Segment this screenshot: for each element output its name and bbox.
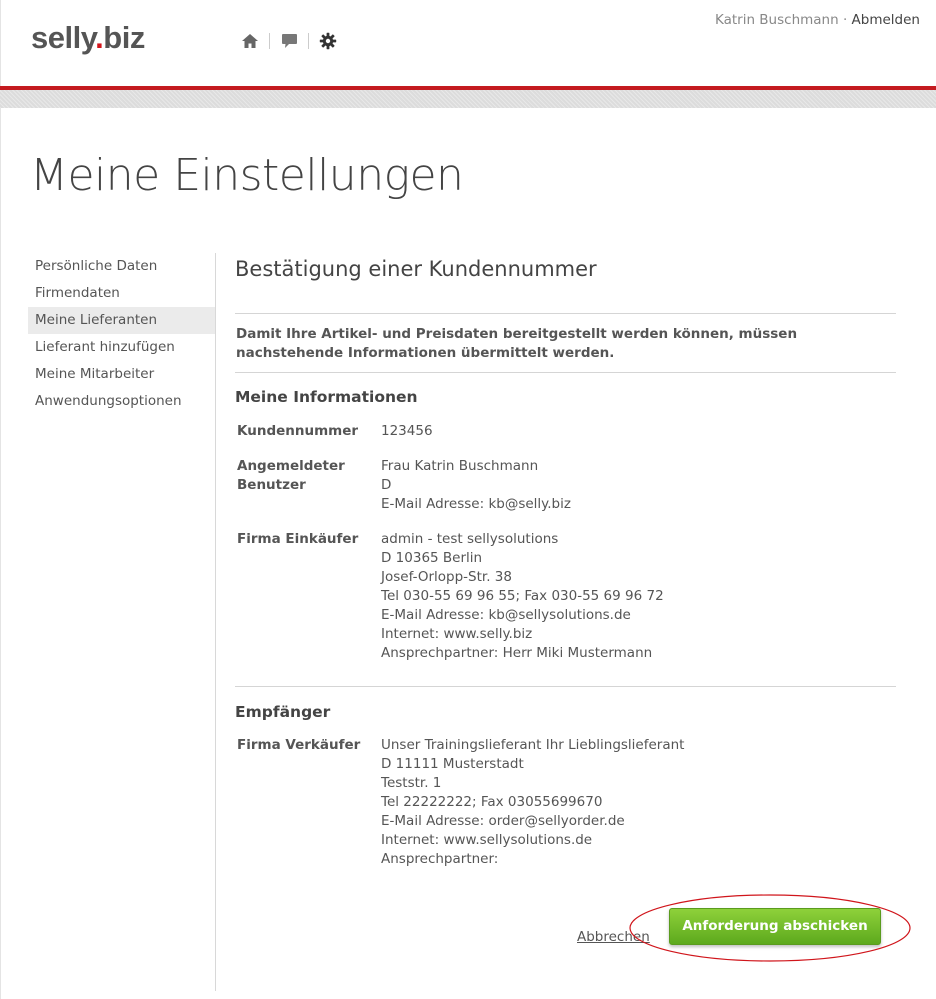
customer-number-label: Kundennummer <box>237 423 359 439</box>
value-line: Ansprechpartner: <box>381 851 499 867</box>
seller-company-label: Firma Verkäufer <box>237 737 361 753</box>
buyer-company-value <box>381 530 664 663</box>
page-frame-border <box>0 108 1 999</box>
value-line: D 10365 Berlin <box>381 550 483 566</box>
page-title: Meine Einstellungen <box>30 150 464 201</box>
buyer-company-label: Firma Einkäufer <box>237 531 359 547</box>
header-stripe <box>0 90 936 108</box>
sidebar-item-lieferant-hinzufuegen[interactable]: Lieferant hinzufügen <box>35 339 175 355</box>
chat-icon[interactable] <box>278 30 300 52</box>
settings-sidebar <box>28 253 215 415</box>
logo-text-main: selly <box>31 20 96 55</box>
top-nav <box>239 30 339 52</box>
section-title: Bestätigung einer Kundennummer <box>235 257 597 281</box>
logged-in-user-value <box>381 457 571 514</box>
value-line: D <box>381 477 392 493</box>
value-line: admin - test sellysolutions <box>381 531 559 547</box>
gear-icon[interactable] <box>317 30 339 52</box>
sidebar-item-meine-mitarbeiter[interactable]: Meine Mitarbeiter <box>35 366 155 382</box>
sidebar-item-anwendungsoptionen[interactable]: Anwendungsoptionen <box>35 393 182 409</box>
sidebar-item-meine-lieferanten[interactable]: Meine Lieferanten <box>28 307 215 334</box>
recipient-heading: Empfänger <box>235 703 331 721</box>
value-line: Teststr. 1 <box>381 775 442 791</box>
my-info-heading: Meine Informationen <box>235 388 418 406</box>
selly-logo[interactable] <box>31 20 145 56</box>
sidebar-item-persoenliche-daten[interactable]: Persönliche Daten <box>35 258 158 274</box>
intro-text: Damit Ihre Artikel- und Preisdaten bereitgestellt werden können, müssen nachstehende Informationen übermittelt werden. <box>236 326 798 361</box>
customer-number-value: 123456 <box>381 423 433 439</box>
value-line: E-Mail Adresse: kb@sellysolutions.de <box>381 607 631 623</box>
seller-company-value <box>381 736 684 869</box>
value-line: E-Mail Adresse: kb@selly.biz <box>381 496 571 512</box>
value-line: Internet: www.sellysolutions.de <box>381 832 593 848</box>
top-bar <box>0 0 936 88</box>
value-line: Tel 22222222; Fax 03055699670 <box>381 794 603 810</box>
user-separator: · <box>838 12 852 28</box>
value-line: Unser Trainingslieferant Ihr Lieblingslieferant <box>381 737 685 753</box>
value-line: D 11111 Musterstadt <box>381 756 524 772</box>
user-area <box>715 12 920 28</box>
value-line: Frau Katrin Buschmann <box>381 458 539 474</box>
home-icon[interactable] <box>239 30 261 52</box>
submit-request-button[interactable]: Anforderung abschicken <box>669 908 881 945</box>
value-line: Internet: www.selly.biz <box>381 626 533 642</box>
value-line: Josef-Orlopp-Str. 38 <box>381 569 512 585</box>
logo-text-tld: biz <box>103 20 145 55</box>
label-line: Benutzer <box>237 477 306 493</box>
value-line: Ansprechpartner: Herr Miki Mustermann <box>381 645 653 661</box>
nav-divider <box>308 33 309 49</box>
user-name: Katrin Buschmann <box>714 12 839 28</box>
logo-dot: . <box>95 20 104 55</box>
nav-divider <box>269 33 270 49</box>
cancel-link[interactable]: Abbrechen <box>577 929 650 945</box>
logged-in-user-label <box>237 457 377 495</box>
sidebar-divider <box>215 253 216 991</box>
label-line: Angemeldeter <box>237 458 345 474</box>
logout-link[interactable]: Abmelden <box>851 12 920 28</box>
divider <box>235 313 896 314</box>
sidebar-item-firmendaten[interactable]: Firmendaten <box>35 285 120 301</box>
value-line: Tel 030-55 69 96 55; Fax 030-55 69 96 72 <box>381 588 664 604</box>
divider <box>235 372 896 373</box>
divider <box>235 686 896 687</box>
value-line: E-Mail Adresse: order@sellyorder.de <box>381 813 625 829</box>
